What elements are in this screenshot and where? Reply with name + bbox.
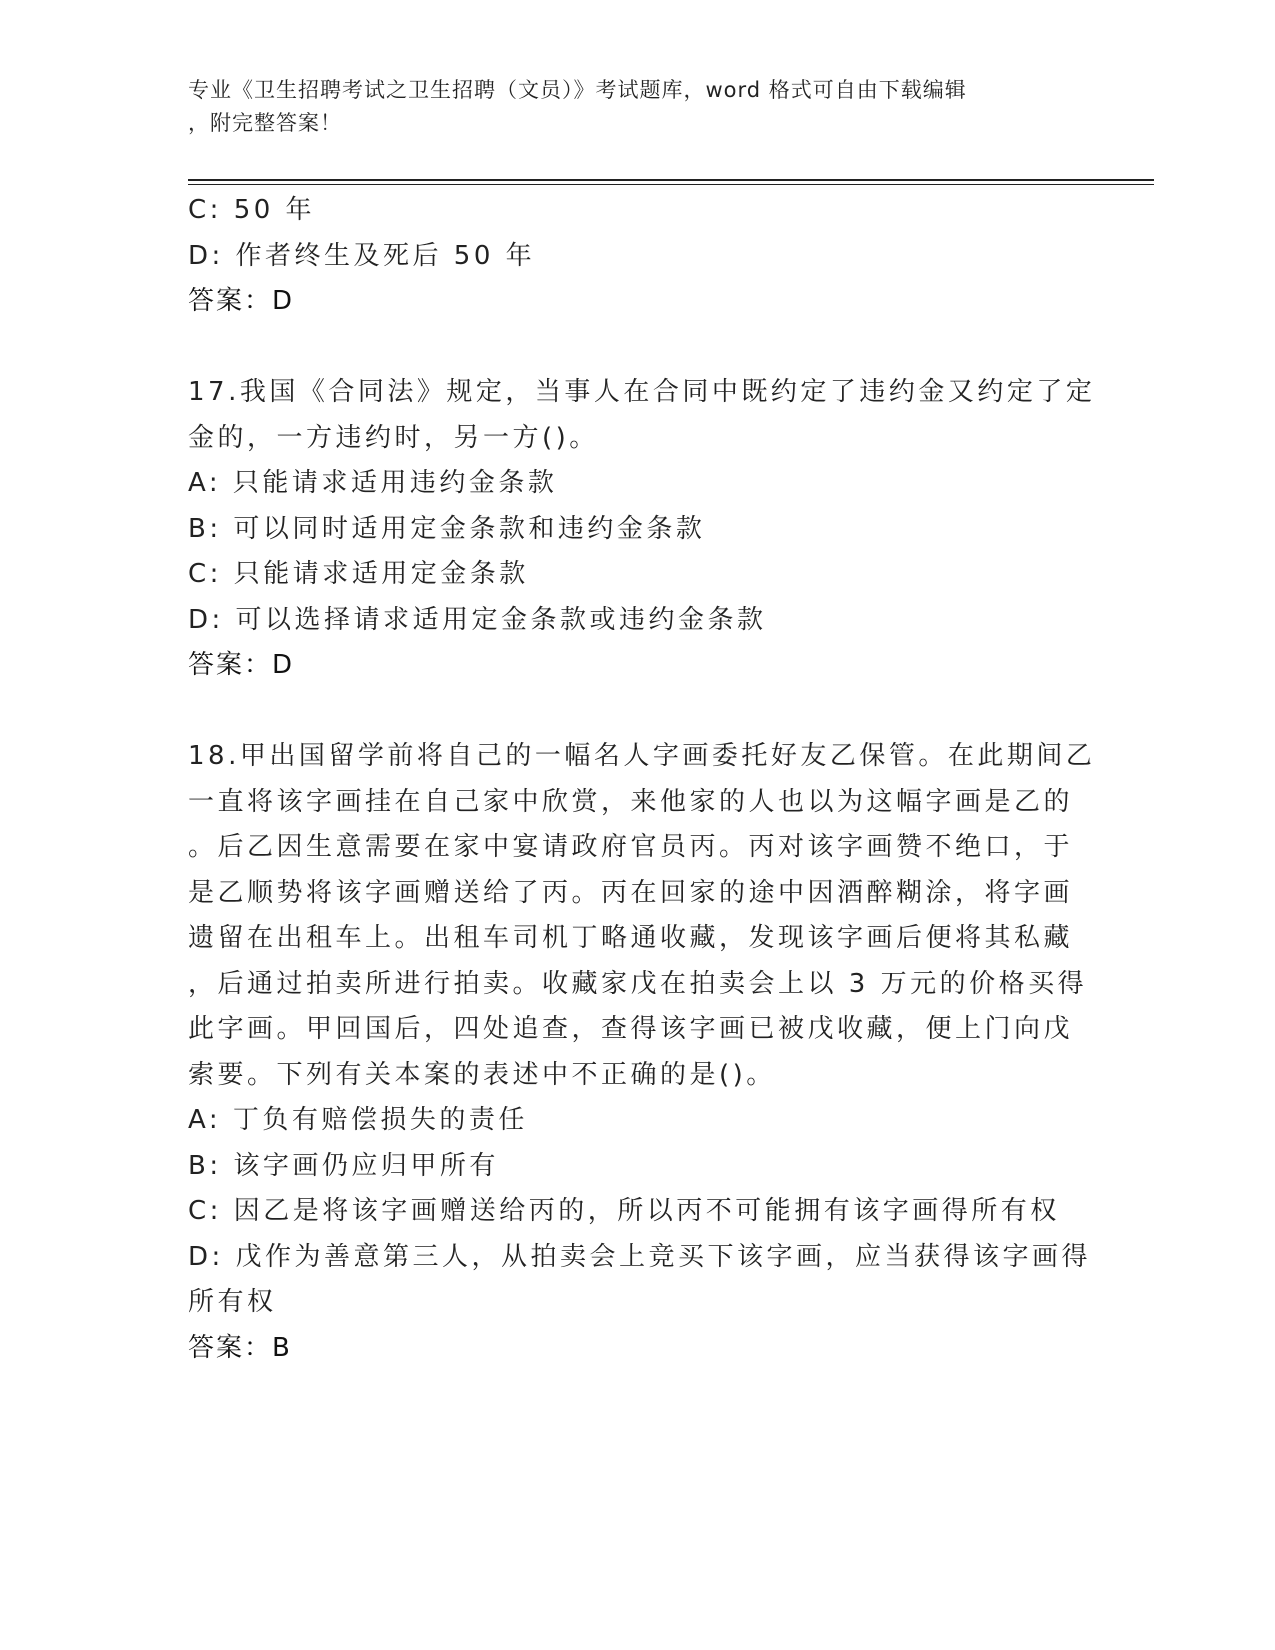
option-label: C: — [188, 195, 222, 225]
question-spacer — [188, 689, 1078, 735]
option-label: C: — [188, 559, 222, 589]
header-line-1: 专业《卫生招聘考试之卫生招聘（文员）》考试题库，word 格式可自由下载编辑 — [188, 78, 967, 102]
question-stem-line: 18.甲出国留学前将自己的一幅名人字画委托好友乙保管。在此期间乙 — [188, 741, 1096, 771]
page-header — [188, 74, 1068, 140]
question-stem-line: ，后通过拍卖所进行拍卖。收藏家戊在拍卖会上以 3 万元的价格买得 — [188, 968, 1088, 999]
question-17 — [188, 370, 1096, 689]
option-text: 该字画仍应归甲所有 — [233, 1150, 499, 1181]
answer-line: 答案：B — [188, 1332, 292, 1363]
question-stem-line: 一直将该字画挂在自己家中欣赏，来他家的人也以为这幅字画是乙的 — [188, 786, 1074, 817]
question-spacer — [188, 325, 1078, 371]
option-label: A: — [188, 468, 222, 498]
option-label: C: — [188, 1196, 222, 1226]
option-c — [188, 1189, 1078, 1235]
question-18 — [188, 734, 1096, 1371]
option-c — [188, 188, 1078, 234]
question-stem-line: 此字画。甲回国后，四处追查，查得该字画已被戊收藏，便上门向戊 — [188, 1014, 1074, 1044]
option-text: 作者终生及死后 50 年 — [235, 240, 536, 271]
option-text: 因乙是将该字画赠送给丙的，所以丙不可能拥有该字画得所有权 — [233, 1196, 1060, 1226]
question-content — [188, 188, 1096, 1371]
answer-line: 答案：D — [188, 286, 295, 316]
option-text: 丁负有赔偿损失的责任 — [232, 1105, 528, 1135]
option-text: 戊作为善意第三人，从拍卖会上竞买下该字画，应当获得该字画得 — [235, 1241, 1092, 1272]
question-stem-line: 是乙顺势将该字画赠送给了丙。丙在回家的途中因酒醉糊涂，将字画 — [188, 877, 1074, 908]
option-label: D: — [188, 240, 224, 271]
option-text: 只能请求适用定金条款 — [233, 559, 529, 589]
header-line-2: ，附完整答案！ — [188, 111, 342, 135]
option-d — [188, 1235, 1092, 1281]
option-b — [188, 1144, 1078, 1190]
answer-line: 答案：D — [188, 650, 295, 680]
option-d-continued: 所有权 — [188, 1287, 277, 1317]
option-a — [188, 1098, 1078, 1144]
option-label: D: — [188, 1241, 224, 1272]
option-a — [188, 461, 1078, 507]
header-divider-thick — [188, 179, 1154, 181]
option-b — [188, 507, 1078, 553]
option-label: B: — [188, 1150, 222, 1181]
question-stem-line: 17.我国《合同法》规定，当事人在合同中既约定了违约金又约定了定 — [188, 377, 1096, 407]
header-divider-thin — [188, 184, 1154, 185]
option-c — [188, 552, 1078, 598]
option-label: A: — [188, 1105, 222, 1135]
option-text: 可以同时适用定金条款和违约金条款 — [233, 513, 706, 544]
option-text: 50 年 — [233, 195, 316, 225]
question-stem-line: 。后乙因生意需要在家中宴请政府官员丙。丙对该字画赞不绝口，于 — [188, 832, 1074, 862]
option-d — [188, 234, 1078, 280]
option-text: 可以选择请求适用定金条款或违约金条款 — [235, 604, 767, 635]
question-stem-line: 索要。下列有关本案的表述中不正确的是()。 — [188, 1059, 776, 1090]
question-stem-line: 遗留在出租车上。出租车司机丁略通收藏，发现该字画后便将其私藏 — [188, 923, 1074, 953]
option-label: B: — [188, 513, 222, 544]
option-text: 只能请求适用违约金条款 — [232, 468, 558, 498]
prev-question-block — [188, 188, 1078, 325]
question-stem-line: 金的，一方违约时，另一方()。 — [188, 422, 599, 453]
option-label: D: — [188, 604, 224, 635]
option-d — [188, 598, 1078, 644]
